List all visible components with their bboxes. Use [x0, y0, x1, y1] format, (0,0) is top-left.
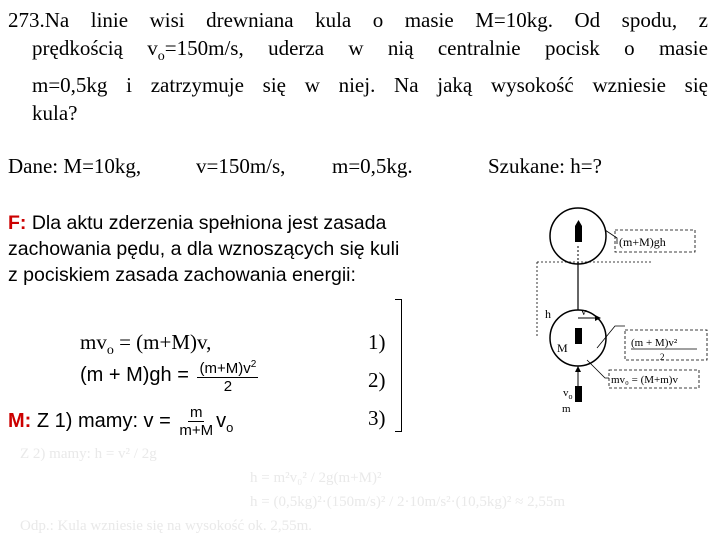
equation-2: (m + M)gh = $\frac{(m+M)v^2}{2}$: [80, 356, 261, 395]
problem-line-3: m=0,5kg i zatrzymuje się w niej. Na jaką wysokość wzniesie się: [32, 73, 708, 98]
label-initial-velocity: $v_o$: [563, 387, 573, 401]
equation-1-number: 1): [368, 330, 386, 354]
label-mass-m: m: [562, 403, 571, 415]
label-mass-M: M: [557, 341, 568, 355]
label-velocity: v: [581, 306, 587, 318]
faded-line-4: Odp.: Kula wzniesie się na wysokość ok. 2,55m.: [20, 518, 313, 534]
equation-bracket: [395, 299, 402, 432]
faded-line-3: h = (0,5kg)²·(150m/s)² / 2·10m/s²·(10,5kg)² ≈ 2,55m: [250, 494, 566, 510]
problem-statement: [8, 6, 708, 127]
bullet-lower: [575, 328, 582, 344]
m-label: M:: [8, 409, 32, 432]
label-momentum: mv₀ = (M+m)v: [611, 374, 678, 386]
problem-line-4: kula?: [32, 101, 78, 126]
given-velocity: v=150m/s,: [196, 154, 286, 178]
given-dane: Dane: M=10kg,: [8, 154, 142, 178]
faded-line-1: Z 2) mamy: h = v² / 2g: [20, 446, 157, 462]
label-kinetic-energy: (m + M)v²: [631, 337, 678, 349]
problem-line-1: 273.Na linie wisi drewniana kula o masie M=10kg. Od spodu, z: [8, 8, 708, 32]
bullet-upper: [575, 226, 582, 242]
sought-height: Szukane: h=?: [488, 154, 602, 178]
bullet-incoming: [575, 386, 582, 402]
faded-line-2: h = m²v₀² / 2g(m+M)²: [250, 470, 382, 486]
math-section: M: Z 1) mamy: v = $\frac{m}{m+M}$ $v_o$: [8, 404, 234, 439]
label-height: h: [545, 307, 551, 321]
equation-1: $mv_o = (m+M)v$,: [80, 330, 212, 359]
equation-3-number: 3): [368, 406, 386, 430]
svg-text:2: 2: [660, 352, 665, 362]
label-potential-energy: (m+M)gh: [619, 235, 666, 249]
f-label: F:: [8, 212, 27, 234]
equation-2-number: 2): [368, 368, 386, 392]
pendulum-diagram: [525, 200, 715, 425]
problem-number: 273.: [8, 8, 45, 32]
physics-section: F: Dla aktu zderzenia spełniona jest zasada zachowania pędu, a dla wznoszących się kuli z pociskiem zasada zachowania energii:: [8, 212, 400, 286]
problem-line-2: prędkością $v_o=150m/s$, uderza w nią centralnie pocisk o masie: [32, 36, 708, 65]
given-mass: m=0,5kg.: [332, 154, 413, 178]
